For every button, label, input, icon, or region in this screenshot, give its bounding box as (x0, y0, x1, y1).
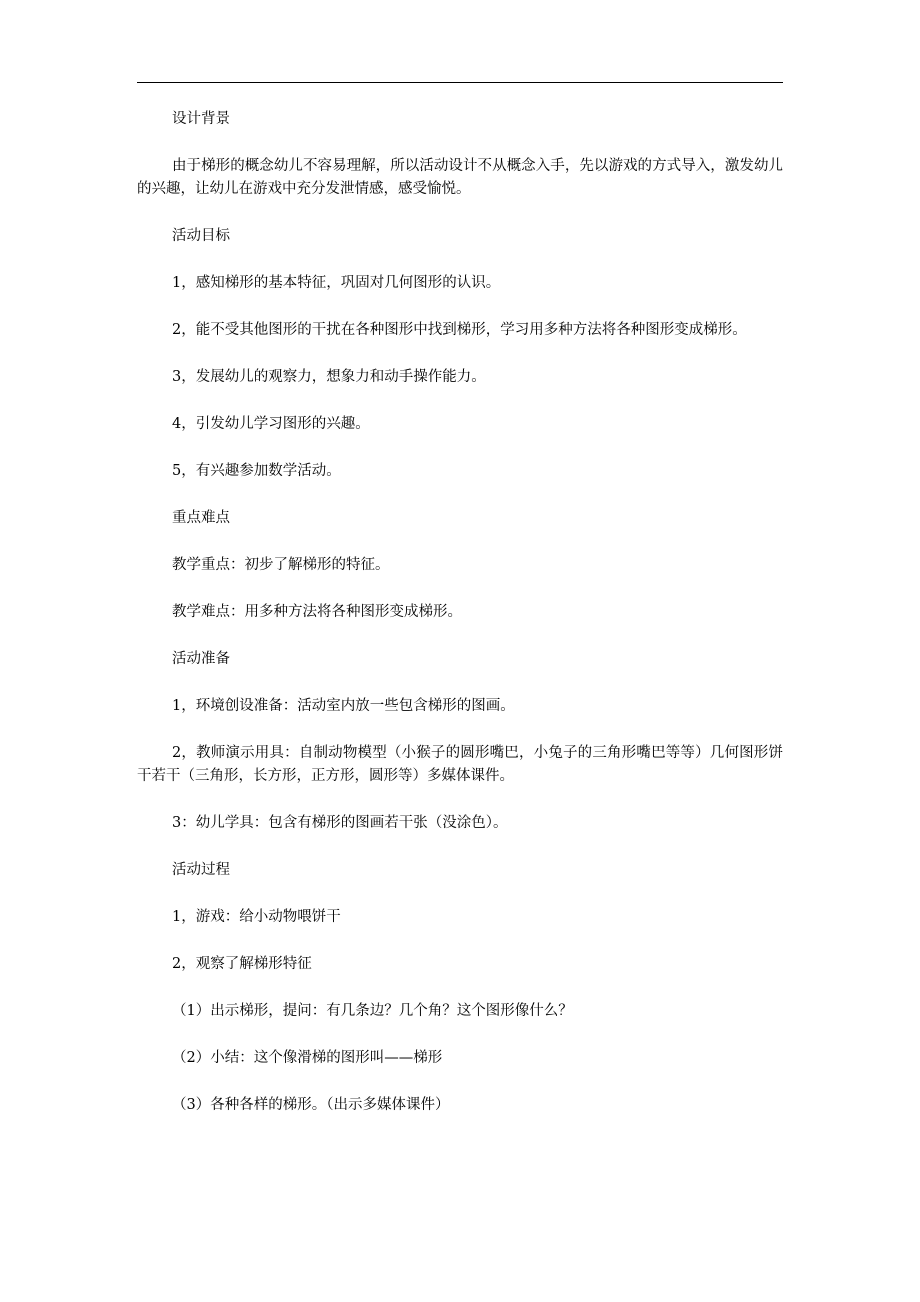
goal-item-5: 5，有兴趣参加数学活动。 (172, 463, 341, 479)
section-heading-background: 设计背景 (172, 111, 230, 127)
goal-item-2: 2，能不受其他图形的干扰在各种图形中找到梯形，学习用多种方法将各种图形变成梯形。 (172, 322, 747, 338)
section-heading-goals: 活动目标 (172, 228, 230, 244)
process-item-2: 2，观察了解梯形特征 (172, 956, 312, 972)
preparation-item-3: 3：幼儿学具：包含有梯形的图画若干张（没涂色）。 (172, 815, 508, 831)
preparation-item-2: 2，教师演示用具：自制动物模型（小猴子的圆形嘴巴，小兔子的三角形嘴巴等等）几何图形饼干若干（三角形，长方形，正方形，圆形等）多媒体课件。 (137, 745, 783, 784)
goal-item-4: 4，引发幼儿学习图形的兴趣。 (172, 416, 370, 432)
difficult-point: 教学难点：用多种方法将各种图形变成梯形。 (172, 604, 462, 620)
header-rule (137, 82, 783, 83)
paragraph-background: 由于梯形的概念幼儿不容易理解，所以活动设计不从概念入手，先以游戏的方式导入，激发幼儿的兴趣，让幼儿在游戏中充分发泄情感，感受愉悦。 (137, 158, 783, 197)
section-heading-preparation: 活动准备 (172, 651, 230, 667)
section-heading-process: 活动过程 (172, 862, 230, 878)
process-item-1: 1，游戏：给小动物喂饼干 (172, 909, 341, 925)
section-heading-key-points: 重点难点 (172, 510, 230, 526)
key-point: 教学重点：初步了解梯形的特征。 (172, 557, 390, 573)
goal-item-3: 3，发展幼儿的观察力，想象力和动手操作能力。 (172, 369, 486, 385)
document-body (137, 108, 783, 1117)
goal-item-1: 1，感知梯形的基本特征，巩固对几何图形的认识。 (172, 275, 501, 291)
preparation-item-1: 1，环境创设准备：活动室内放一些包含梯形的图画。 (172, 698, 515, 714)
process-subitem-3: （3）各种各样的梯形。（出示多媒体课件） (172, 1097, 450, 1113)
process-subitem-2: （2）小结：这个像滑梯的图形叫——梯形 (172, 1050, 443, 1066)
process-subitem-1: （1）出示梯形，提问：有几条边？几个角？这个图形像什么？ (172, 1003, 573, 1019)
